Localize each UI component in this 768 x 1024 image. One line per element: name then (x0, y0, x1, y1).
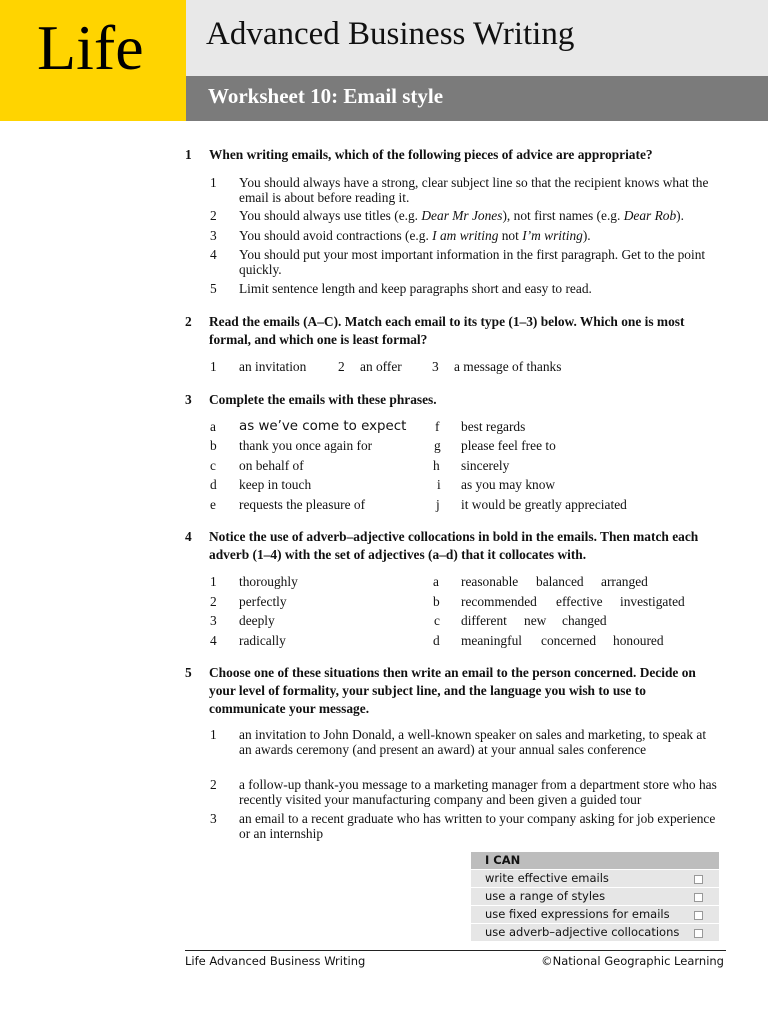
item-number: 1 (210, 727, 217, 742)
phrase-letter: f (435, 419, 440, 434)
item-number: 1 (210, 175, 217, 190)
phrase-letter: c (210, 458, 216, 473)
list-item (239, 359, 306, 374)
adjective: honoured (613, 633, 664, 648)
adjective: effective (556, 594, 603, 609)
phrase-letter: a (210, 419, 216, 434)
item-number: 1 (210, 359, 217, 374)
footer-divider (185, 950, 726, 951)
checkbox[interactable] (694, 929, 703, 938)
adjective: concerned (541, 633, 597, 648)
checkbox[interactable] (694, 893, 703, 902)
phrase-letter: b (210, 438, 217, 453)
adverb-text: thoroughly (239, 574, 298, 589)
checklist-label: use adverb–adjective collocations (485, 925, 680, 939)
i-can-heading: I CAN (471, 852, 719, 869)
checkbox[interactable] (694, 875, 703, 884)
question-number: 4 (185, 529, 192, 544)
adjective: new (524, 613, 547, 628)
adjective-set-letter: d (433, 633, 440, 648)
question-text: Complete the emails with these phrases. (209, 392, 437, 407)
list-item (432, 359, 439, 374)
i-can-checklist (471, 852, 719, 942)
phrase-text: best regards (461, 419, 526, 434)
question-text: When writing emails, which of the following pieces of advice are appropriate? (209, 147, 653, 162)
phrase-letter: h (433, 458, 440, 473)
adjective-set-letter: b (433, 594, 440, 609)
phrase-letter: j (436, 497, 440, 512)
phrase-text: on behalf of (239, 458, 304, 473)
item-number: 5 (210, 281, 217, 296)
phrase-letter: e (210, 497, 216, 512)
phrase-text: as we’ve come to expect (239, 419, 407, 434)
item-text: You should always have a strong, clear subject line so that the recipient knows what the email is about before reading it. (239, 175, 709, 205)
item-text: an invitation (239, 359, 307, 374)
footer-book-title: Life Advanced Business Writing (185, 954, 366, 968)
question-text: Read the emails (A–C). Match each email to its type (1–3) below. Which one is most formal, and which one is least formal? (209, 314, 685, 347)
item-number: 3 (210, 811, 217, 826)
adverb-text: radically (239, 633, 286, 648)
item-text: You should avoid contractions (e.g. I am writing not I’m writing). (239, 228, 591, 243)
adjective: arranged (601, 574, 648, 589)
item-text: a follow-up thank-you message to a marketing manager from a department store who has recently visited your manufacturing company and been given a guided tour (239, 777, 717, 807)
checklist-row (471, 888, 719, 905)
checklist-label: write effective emails (485, 871, 609, 885)
checklist-row (471, 924, 719, 941)
phrase-text: please feel free to (461, 438, 556, 453)
phrase-text: thank you once again for (239, 438, 373, 453)
item-text: an invitation to John Donald, a well-known speaker on sales and marketing, to speak at an awards ceremony (and present an award) at your annual sales conference (239, 727, 707, 757)
subtitle-band (186, 76, 768, 121)
list-item (210, 359, 217, 374)
checklist-row (471, 870, 719, 887)
question-text: Choose one of these situations then write an email to the person concerned. Decide on your level of formality, your subject line, and the language you wish to use to communicate your message. (209, 665, 696, 716)
phrase-text: keep in touch (239, 477, 312, 492)
page-title: Advanced Business Writing (206, 16, 575, 52)
question-number: 1 (185, 147, 192, 162)
item-text: You should put your most important information in the first paragraph. Get to the point quickly. (239, 247, 706, 277)
item-number: 2 (210, 208, 217, 223)
adjective: different (461, 613, 507, 628)
adjective: reasonable (461, 574, 519, 589)
item-text: an offer (360, 359, 402, 374)
phrase-letter: d (210, 477, 217, 492)
item-text: a message of thanks (454, 359, 562, 374)
list-item (454, 359, 561, 374)
item-text: Limit sentence length and keep paragraphs short and easy to read. (239, 281, 592, 296)
phrase-text: requests the pleasure of (239, 497, 366, 512)
adjective-set-letter: a (433, 574, 439, 589)
adjective: meaningful (461, 633, 522, 648)
worksheet-title: Worksheet 10: Email style (208, 84, 444, 108)
adjective: recommended (461, 594, 537, 609)
adverb-number: 4 (210, 633, 217, 648)
adjective: changed (562, 613, 607, 628)
logo: Life (37, 12, 144, 83)
adjective-set-letter: c (434, 613, 440, 628)
adjective: balanced (536, 574, 584, 589)
checklist-label: use a range of styles (485, 889, 606, 903)
list-item (360, 359, 402, 374)
item-number: 2 (338, 359, 345, 374)
item-text: You should always use titles (e.g. Dear Mr Jones), not first names (e.g. Dear Rob). (239, 208, 684, 223)
phrase-text: sincerely (461, 458, 510, 473)
checklist-row (471, 906, 719, 923)
title-band (186, 0, 768, 76)
item-number: 2 (210, 777, 217, 792)
item-number: 3 (432, 359, 439, 374)
footer-copyright: ©National Geographic Learning (541, 954, 724, 968)
page-header (0, 0, 768, 121)
item-number: 3 (210, 228, 217, 243)
logo-box (0, 0, 186, 121)
item-text: an email to a recent graduate who has written to your company asking for job experience or an internship (239, 811, 716, 841)
phrase-letter: g (434, 438, 441, 453)
item-number: 4 (210, 247, 217, 262)
question-text: Notice the use of adverb–adjective collocations in bold in the emails. Then match each adverb (1–4) with the set of adjectives (a–d) that it collocates with. (209, 529, 699, 562)
checklist-label: use fixed expressions for emails (485, 907, 670, 921)
question-number: 2 (185, 314, 192, 329)
adjective: investigated (620, 594, 685, 609)
list-item (338, 359, 345, 374)
adverb-number: 2 (210, 594, 217, 609)
phrase-letter: i (437, 477, 441, 492)
phrase-text: as you may know (461, 477, 556, 492)
adverb-number: 3 (210, 613, 217, 628)
checkbox[interactable] (694, 911, 703, 920)
question-number: 5 (185, 665, 192, 680)
adverb-text: perfectly (239, 594, 287, 609)
question-number: 3 (185, 392, 192, 407)
adverb-number: 1 (210, 574, 217, 589)
phrase-text: it would be greatly appreciated (461, 497, 627, 512)
adverb-text: deeply (239, 613, 275, 628)
